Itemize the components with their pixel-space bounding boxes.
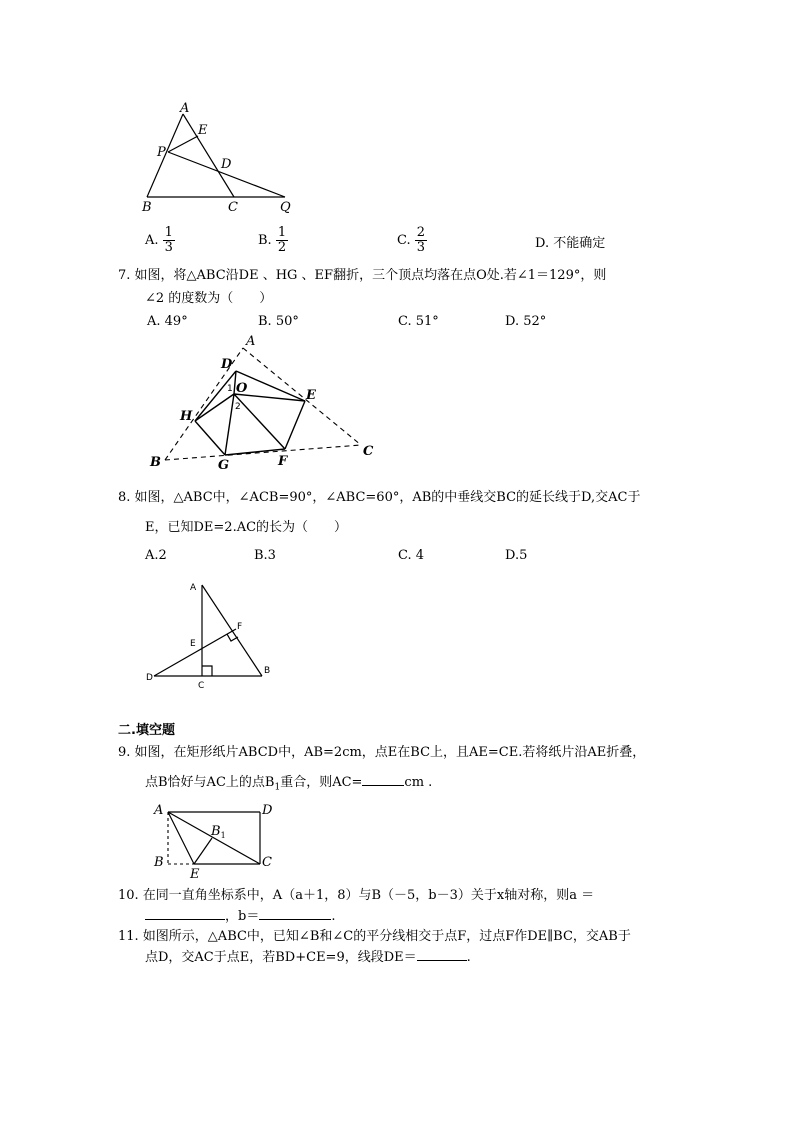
label-c: C — [262, 855, 272, 870]
label-1: 1 — [227, 384, 233, 394]
numerator: 1 — [164, 225, 173, 240]
label-b: B — [142, 200, 152, 215]
label-p: P — [157, 145, 166, 160]
q10-text-b: ，b＝ — [225, 909, 260, 924]
q6-option-d — [535, 232, 605, 251]
fraction — [415, 226, 427, 255]
q10-end: . — [331, 909, 336, 924]
q10-line1: 10. 在同一直角坐标系中，A（a＋1，8）与B（－5，b－3）关于x轴对称，则a ＝ — [118, 888, 595, 903]
option-label: A. — [145, 233, 159, 248]
label-a: A — [190, 583, 197, 593]
option-text: 不能确定 — [553, 236, 606, 251]
figure-folded-triangle — [145, 333, 390, 471]
q7-line2: ∠2 的度数为（ ） — [145, 291, 273, 306]
label-d: D — [146, 673, 153, 683]
label-e: E — [198, 123, 208, 138]
label-f: F — [278, 454, 288, 469]
label-2: 2 — [235, 402, 241, 412]
section-title: 二.填空题 — [118, 723, 175, 738]
label-a: A — [154, 803, 164, 818]
q11-end: . — [466, 950, 471, 965]
q10-line2 — [145, 905, 335, 924]
numerator: 2 — [416, 225, 426, 240]
label-e: E — [190, 639, 196, 649]
q9-answer-blank[interactable] — [362, 773, 404, 786]
label-d: D — [221, 357, 233, 372]
q8-line1: 8. 如图，△ABC中，∠ACB=90°，∠ABC=60°，AB的中垂线交BC的延长线于D,交AC于 — [118, 490, 641, 505]
denominator: 3 — [164, 240, 173, 255]
label-b: B — [154, 855, 164, 870]
label-e: E — [190, 867, 200, 880]
q6-option-c — [397, 226, 427, 255]
figure-rectangle — [148, 800, 278, 880]
q9-subscript: 1 — [274, 782, 281, 793]
label-d: D — [262, 803, 273, 818]
label-b: B — [264, 666, 271, 676]
option-label: D. — [535, 236, 550, 251]
q8-option-a: A.2 — [145, 548, 167, 563]
q7-option-c: C. 51° — [398, 314, 439, 329]
label-g: G — [218, 458, 230, 471]
label-f: F — [237, 622, 243, 632]
q9-line2 — [145, 771, 432, 793]
label-b1 — [210, 824, 226, 840]
fraction — [163, 226, 175, 255]
label-b1-subscript: 1 — [220, 831, 226, 840]
fraction — [276, 226, 288, 255]
label-h: H — [180, 409, 193, 424]
denominator: 2 — [277, 240, 287, 255]
q8-option-b: B.3 — [254, 548, 276, 563]
label-a: A — [246, 334, 256, 349]
label-e: E — [306, 388, 316, 403]
label-a: A — [180, 101, 190, 116]
q6-option-a — [145, 226, 175, 255]
figure-triangle-pq — [135, 100, 305, 215]
label-q: Q — [280, 200, 291, 215]
option-label: B. — [258, 233, 272, 248]
q7-option-b: B. 50° — [258, 314, 299, 329]
q11-line1: 11. 如图所示，△ABC中，已知∠B和∠C的平分线相交于点F，过点F作DE∥BC，交AB于 — [118, 929, 631, 944]
q9-text-b: 重合，则AC= — [280, 775, 363, 790]
q8-option-d: D.5 — [505, 548, 528, 563]
q7-line1: 7. 如图，将△ABC沿DE 、HG 、EF翻折，三个顶点均落在点O处.若∠1＝129°，则 — [118, 268, 607, 283]
denominator: 3 — [416, 240, 426, 255]
label-c: C — [363, 444, 374, 459]
q6-option-b — [258, 226, 288, 255]
q7-option-d: D. 52° — [505, 314, 547, 329]
figure-right-triangle — [140, 577, 275, 689]
label-o: O — [236, 381, 248, 396]
label-c: C — [198, 681, 205, 689]
q11-text: 点D，交AC于点E，若BD+CE=9，线段DE＝ — [145, 950, 417, 965]
q11-line2 — [145, 946, 471, 965]
label-b: B — [150, 455, 161, 470]
q10-answer-b-blank[interactable] — [259, 907, 331, 920]
q9-unit: cm . — [404, 775, 433, 790]
option-label: C. — [397, 233, 411, 248]
q8-line2: E，已知DE=2.AC的长为（ ） — [145, 520, 348, 535]
numerator: 1 — [277, 225, 287, 240]
q9-line1: 9. 如图，在矩形纸片ABCD中，AB=2cm，点E在BC上，且AE=CE.若将纸片沿AE折叠， — [118, 745, 646, 760]
q11-answer-blank[interactable] — [417, 948, 467, 961]
label-d: D — [221, 157, 232, 172]
q7-option-a: A. 49° — [147, 314, 188, 329]
label-b1-letter: B — [211, 824, 221, 839]
q9-text-a: 点B恰好与AC上的点B — [145, 775, 275, 790]
q8-option-c: C. 4 — [398, 548, 425, 563]
label-c: C — [228, 200, 238, 215]
q10-answer-a-blank[interactable] — [145, 907, 225, 920]
